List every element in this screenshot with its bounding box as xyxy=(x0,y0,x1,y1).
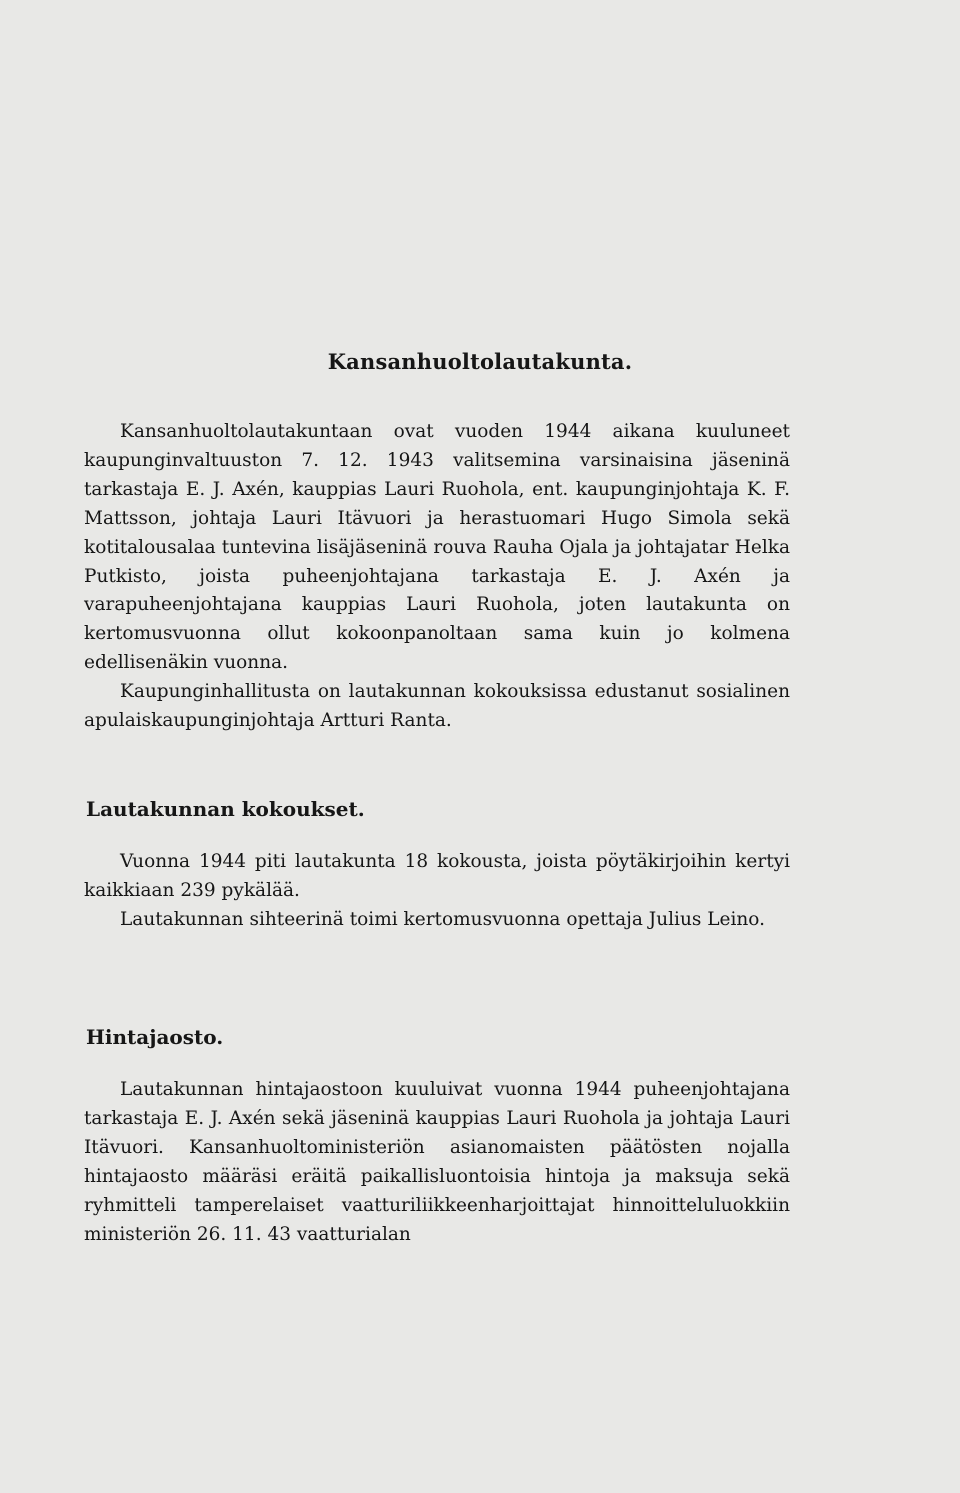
paragraph-secretary: Lautakunnan sihteerinä toimi kertomusvuonna opettaja Julius Leino. xyxy=(120,908,765,930)
paragraph-price-committee: Lautakunnan hintajaostoon kuuluivat vuonna 1944 puheenjohtajana tarkastaja E. J. Axén sekä jäseninä kauppias Lauri Ruohola ja johtaja Lauri Itävuori. Kansanhuoltoministeriön asianomaisten päätösten nojalla hintajaosto määräsi eräitä paikallisluontoisia hintoja ja maksuja sekä ryhmitteli tamperelaiset vaatturiliikkeenharjoittajat hinnoitteluluokkiin ministeriön 26. 11. 43 vaatturialan xyxy=(84,1079,790,1245)
meetings-section xyxy=(84,848,790,935)
meetings-heading: Lautakunnan kokoukset. xyxy=(86,797,365,821)
paragraph-meetings: Vuonna 1944 piti lautakunta 18 kokousta, joista pöytäkirjoihin kertyi kaikkiaan 239 pykälää. xyxy=(84,851,790,901)
main-heading: Kansanhuoltolautakunta. xyxy=(327,349,633,374)
paragraph-representative: Kaupunginhallitusta on lautakunnan kokouksissa edustanut sosialinen apulaiskaupunginjohtaja Artturi Ranta. xyxy=(84,681,790,732)
prices-heading: Hintajaosto. xyxy=(86,1025,224,1049)
prices-section xyxy=(84,1076,790,1249)
intro-section xyxy=(84,418,790,736)
paragraph-members: Kansanhuoltolautakuntaan ovat vuoden 1944 aikana kuuluneet kaupunginvaltuuston 7. 12. 1943 valitsemina varsinaisina jäseninä tarkastaja E. J. Axén, kauppias Lauri Ruohola, ent. kaupunginjohtaja K. F. Mattsson, johtaja Lauri Itävuori ja herastuomari Hugo Simola sekä kotitalousalaa tuntevina lisäjäseninä rouva Rauha Ojala ja johtajatar Helka Putkisto, joista puheenjohtajana tarkastaja E. J. Axén ja varapuheenjohtajana kauppias Lauri Ruohola, joten lautakunta on kertomusvuonna ollut kokoonpanoltaan sama kuin jo kolmena edellisenäkin vuonna. xyxy=(84,421,790,674)
